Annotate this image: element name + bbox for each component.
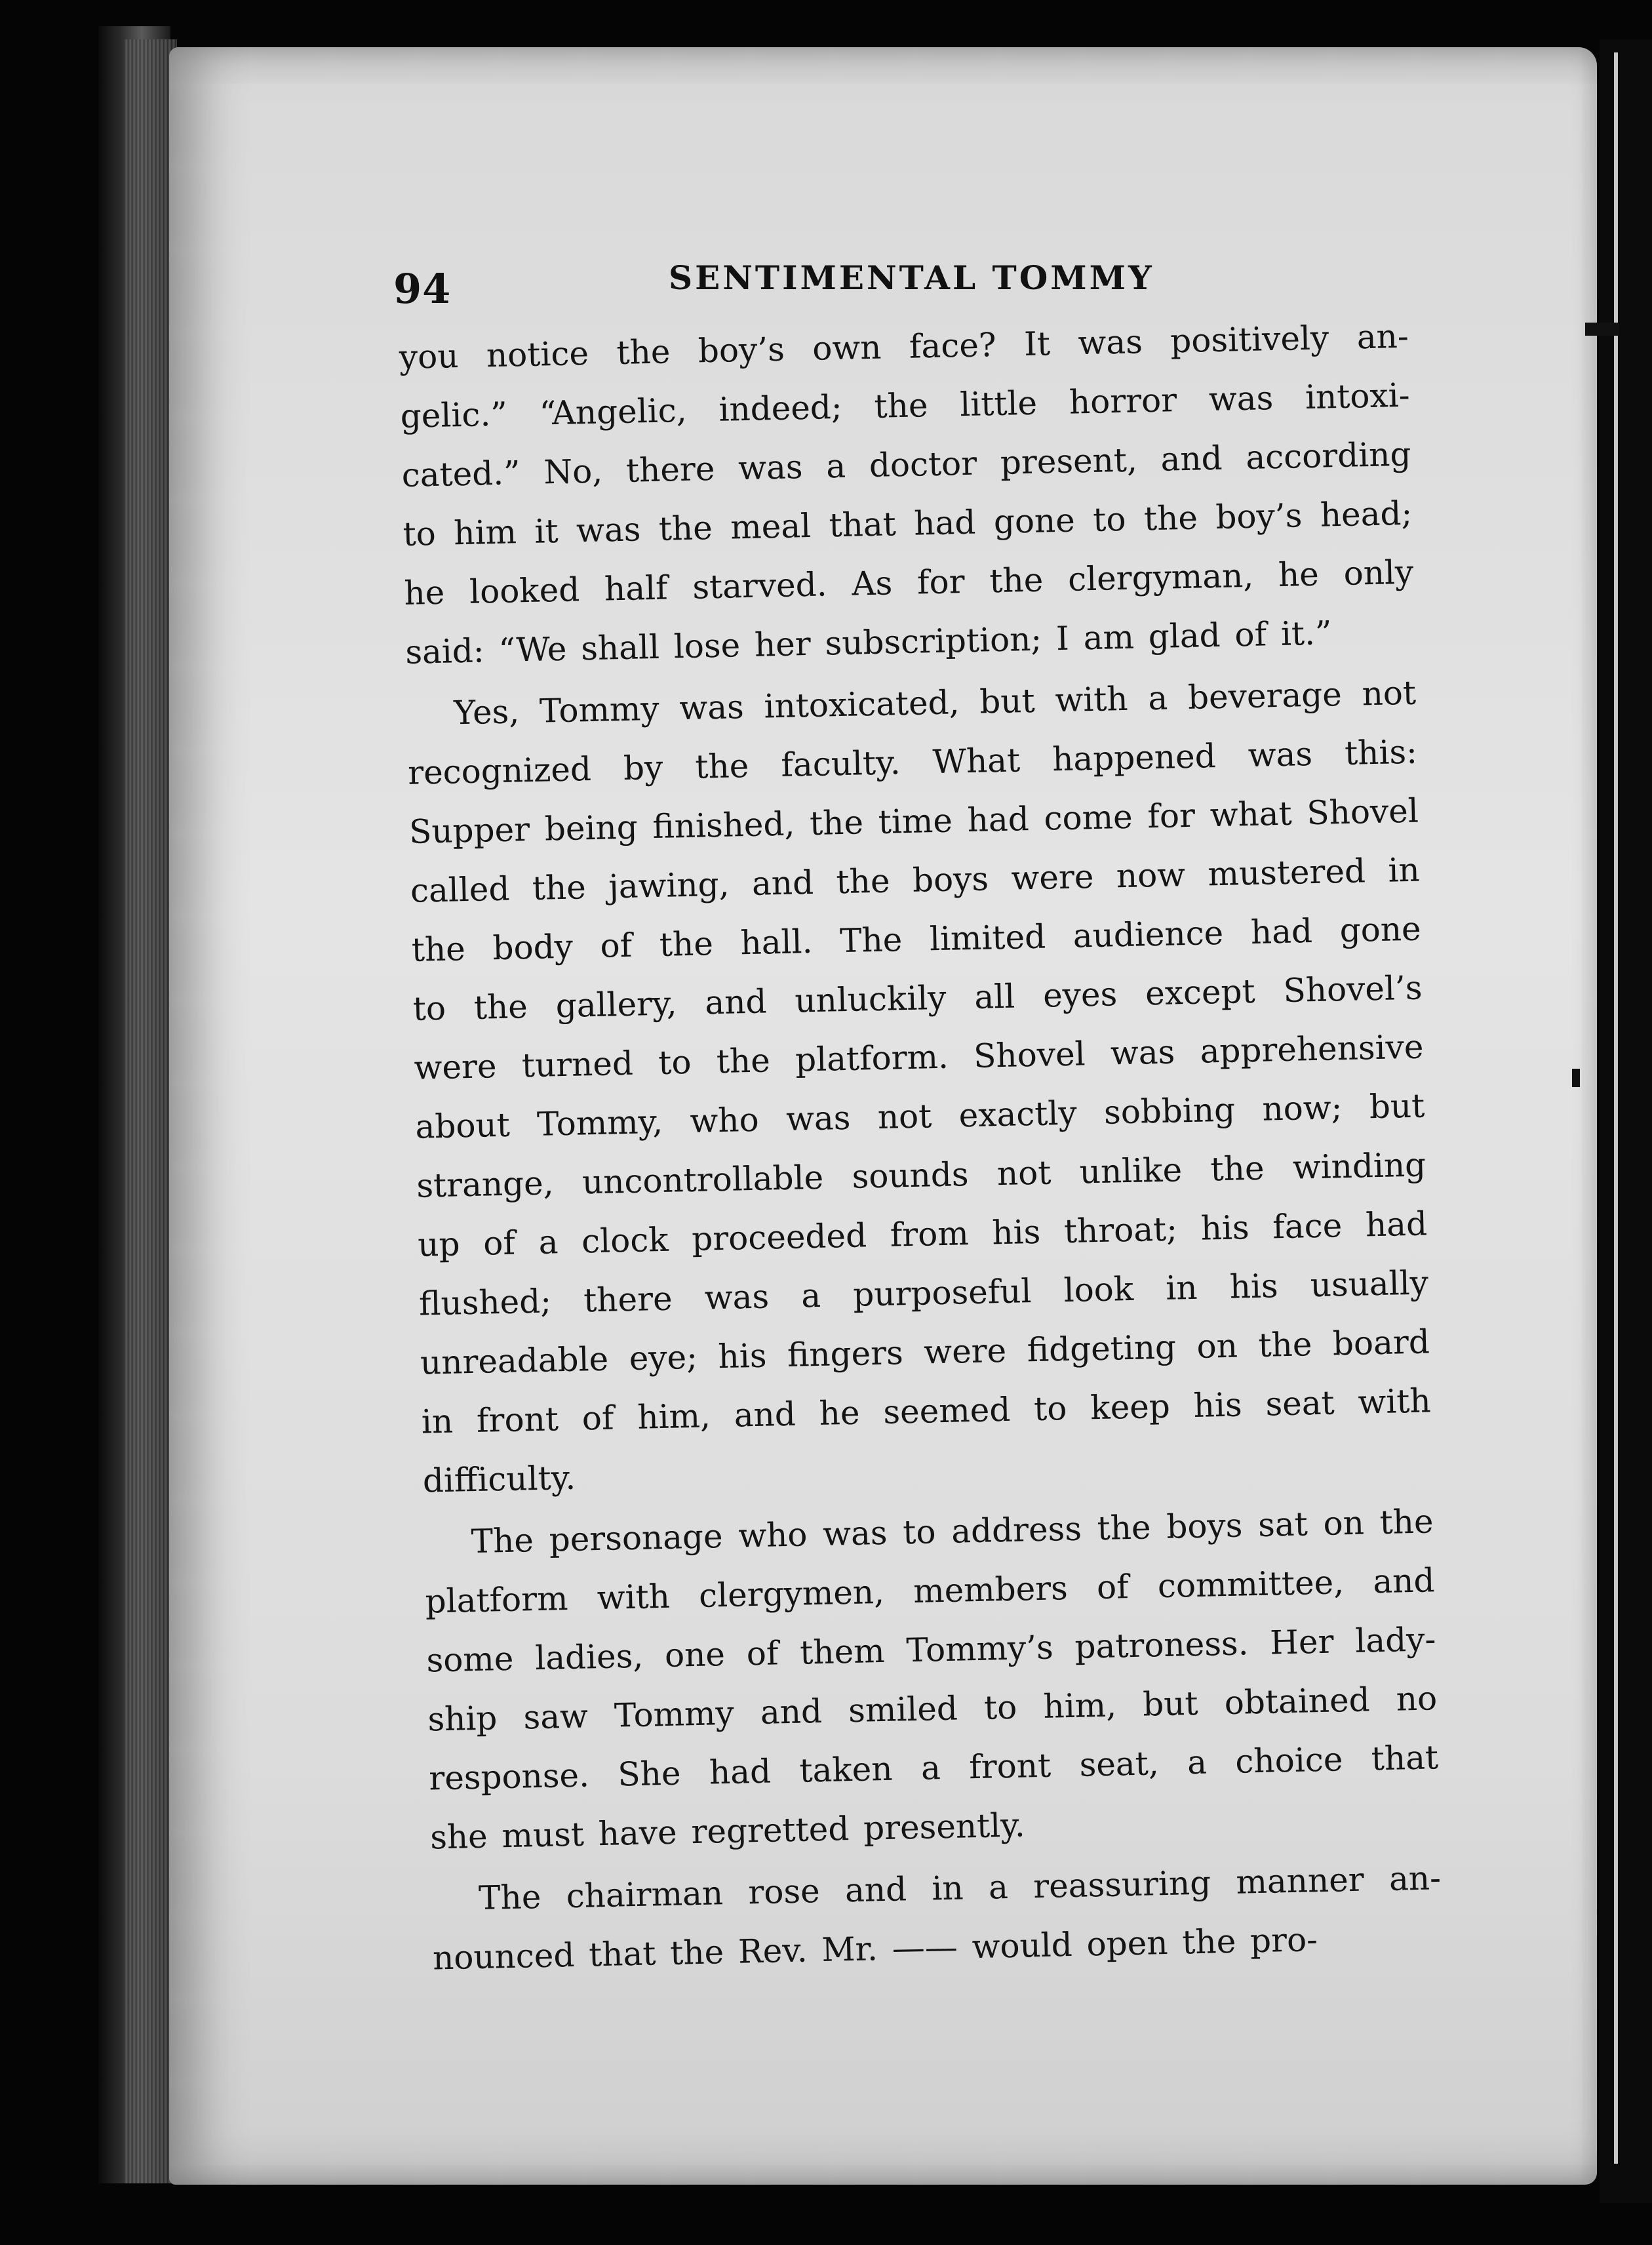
paragraph (406, 664, 1432, 1511)
text-line: about Tommy, who was not exactly sobbing now; but (414, 1086, 1425, 1146)
page-number: 94 (393, 265, 452, 313)
text-line: The chairman rose and in a reassuring manner an- (478, 1859, 1442, 1917)
text-line: difficulty. (422, 1458, 576, 1500)
text-line: recognized by the faculty. What happened was this: (407, 732, 1418, 792)
text-line: Supper being finished, the time had come for what Shovel (408, 791, 1419, 851)
text-line: The personage who was to address the boys sat on the (471, 1502, 1434, 1561)
text-line: she must have regretted presently. (429, 1806, 1026, 1857)
text-line: gelic.” “Angelic, indeed; the little horror was intoxi- (400, 376, 1411, 435)
facing-page-gutter-line (1614, 52, 1618, 2164)
text-line: up of a clock proceeded from his throat; his face had (417, 1204, 1428, 1264)
text-line: you notice the boy’s own face? It was positively an- (399, 317, 1409, 376)
text-line: called the jawing, and the boys were now mustered in (410, 850, 1421, 910)
text-line: Yes, Tommy was intoxicated, but with a beverage not (453, 673, 1417, 732)
text-line: nounced that the Rev. Mr. —— would open the pro- (432, 1920, 1318, 1977)
paragraph (423, 1492, 1440, 1867)
body-text (399, 307, 1443, 1988)
running-title: SENTIMENTAL TOMMY (669, 258, 1154, 297)
text-line: response. She had taken a front seat, a choice that (428, 1738, 1439, 1798)
facing-page-edge (1600, 39, 1652, 2203)
text-line: cated.” No, there was a doctor present, and according (401, 435, 1411, 494)
text-line: said: “We shall lose her subscription; I am glad of it.” (404, 614, 1333, 671)
paragraph (431, 1848, 1442, 1987)
margin-mark (1585, 323, 1619, 336)
text-line: in front of him, and he seemed to keep his seat with (421, 1381, 1432, 1441)
text-line: platform with clergymen, members of committee, and (425, 1561, 1435, 1621)
text-line: to the gallery, and unluckily all eyes except Shovel’s (412, 968, 1423, 1028)
text-line: strange, uncontrollable sounds not unlike the winding (416, 1145, 1426, 1205)
text-line: he looked half starved. As for the clergyman, he only (403, 553, 1414, 612)
paragraph (399, 307, 1415, 682)
margin-mark (1572, 1069, 1580, 1087)
text-line: flushed; there was a purposeful look in his usually (418, 1263, 1429, 1323)
text-line: the body of the hall. The limited audience had gone (411, 909, 1422, 969)
text-line: were turned to the platform. Shovel was apprehensive (414, 1027, 1424, 1087)
text-line: unreadable eye; his fingers were fidgeting on the board (420, 1322, 1430, 1382)
text-line: some ladies, one of them Tommy’s patroness. Her lady- (425, 1620, 1436, 1680)
text-line: ship saw Tommy and smiled to him, but obtained no (427, 1679, 1438, 1739)
text-line: to him it was the meal that had gone to the boy’s head; (402, 494, 1413, 553)
